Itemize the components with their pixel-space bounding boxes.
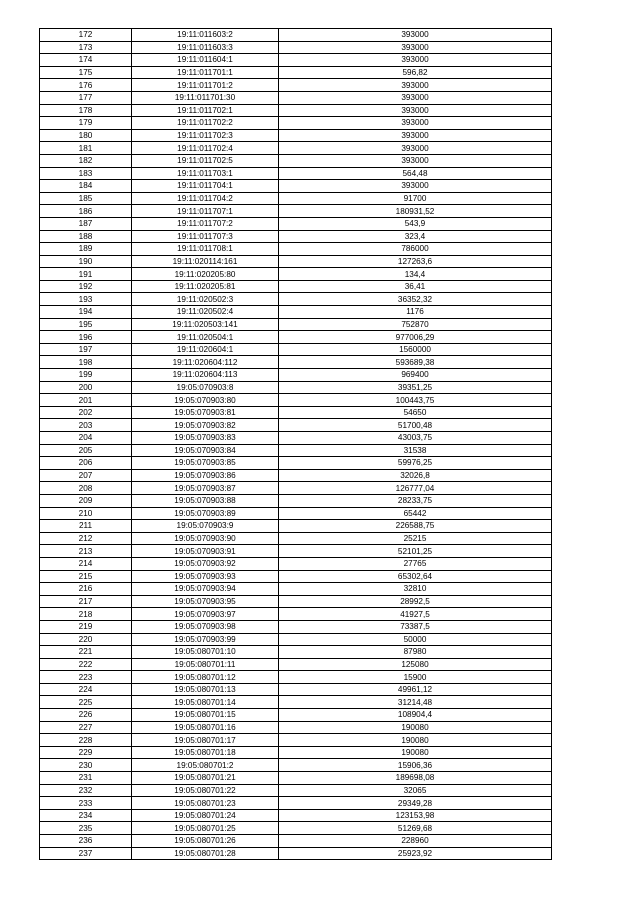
table-row [40,847,552,860]
value-cell: 36352,32 [279,293,552,306]
table-row [40,835,552,848]
cadastral-number-cell: 19:05:070903:86 [132,469,279,482]
row-number-cell: 190 [40,255,132,268]
value-cell: 32026,8 [279,469,552,482]
cadastral-number-cell: 19:05:070903:92 [132,557,279,570]
table-row [40,469,552,482]
value-cell: 25923,92 [279,847,552,860]
row-number-cell: 212 [40,532,132,545]
row-number-cell: 184 [40,180,132,193]
table-row [40,318,552,331]
cadastral-number-cell: 19:05:070903:84 [132,444,279,457]
value-cell: 393000 [279,54,552,67]
cadastral-number-cell: 19:11:020114:161 [132,255,279,268]
table-row [40,532,552,545]
cadastral-number-cell: 19:11:011707:1 [132,205,279,218]
row-number-cell: 191 [40,268,132,281]
row-number-cell: 236 [40,835,132,848]
cadastral-number-cell: 19:11:011701:2 [132,79,279,92]
table-row [40,41,552,54]
table-row [40,570,552,583]
table-row [40,129,552,142]
value-cell: 123153,98 [279,809,552,822]
value-cell: 32810 [279,583,552,596]
value-cell: 51269,68 [279,822,552,835]
table-row [40,759,552,772]
value-cell: 25215 [279,532,552,545]
table-row [40,809,552,822]
value-cell: 87980 [279,646,552,659]
value-cell: 180931,52 [279,205,552,218]
cadastral-number-cell: 19:11:011704:2 [132,192,279,205]
row-number-cell: 206 [40,457,132,470]
cadastral-number-cell: 19:05:070903:80 [132,394,279,407]
value-cell: 393000 [279,29,552,42]
row-number-cell: 178 [40,104,132,117]
row-number-cell: 234 [40,809,132,822]
cadastral-number-cell: 19:05:070903:81 [132,406,279,419]
cadastral-number-cell: 19:11:020205:81 [132,280,279,293]
value-cell: 15906,36 [279,759,552,772]
table-row [40,79,552,92]
cadastral-number-cell: 19:05:080701:18 [132,746,279,759]
cadastral-number-cell: 19:11:011702:2 [132,117,279,130]
row-number-cell: 218 [40,608,132,621]
row-number-cell: 237 [40,847,132,860]
table-row [40,369,552,382]
value-cell: 54650 [279,406,552,419]
table-row [40,255,552,268]
value-cell: 1560000 [279,343,552,356]
row-number-cell: 217 [40,595,132,608]
table-row [40,432,552,445]
value-cell: 190080 [279,721,552,734]
table-row [40,104,552,117]
row-number-cell: 179 [40,117,132,130]
value-cell: 39351,25 [279,381,552,394]
cadastral-number-cell: 19:05:070903:93 [132,570,279,583]
value-cell: 190080 [279,746,552,759]
value-cell: 393000 [279,79,552,92]
value-cell: 543,9 [279,217,552,230]
value-cell: 134,4 [279,268,552,281]
cadastral-number-cell: 19:05:080701:22 [132,784,279,797]
row-number-cell: 200 [40,381,132,394]
table-row [40,658,552,671]
table-row [40,520,552,533]
row-number-cell: 226 [40,709,132,722]
value-cell: 393000 [279,129,552,142]
table-row [40,293,552,306]
value-cell: 73387,5 [279,620,552,633]
row-number-cell: 205 [40,444,132,457]
cadastral-number-cell: 19:05:080701:16 [132,721,279,734]
row-number-cell: 214 [40,557,132,570]
row-number-cell: 220 [40,633,132,646]
table-row [40,608,552,621]
row-number-cell: 175 [40,66,132,79]
table-row [40,280,552,293]
table-row [40,709,552,722]
row-number-cell: 198 [40,356,132,369]
cadastral-number-cell: 19:11:020504:1 [132,331,279,344]
row-number-cell: 213 [40,545,132,558]
row-number-cell: 231 [40,772,132,785]
value-cell: 27765 [279,557,552,570]
table-row [40,671,552,684]
value-cell: 226588,75 [279,520,552,533]
value-cell: 393000 [279,91,552,104]
cadastral-number-cell: 19:11:020503:141 [132,318,279,331]
row-number-cell: 180 [40,129,132,142]
row-number-cell: 172 [40,29,132,42]
table-row [40,772,552,785]
cadastral-number-cell: 19:11:011702:5 [132,154,279,167]
table-row [40,696,552,709]
cadastral-number-cell: 19:11:011702:4 [132,142,279,155]
row-number-cell: 187 [40,217,132,230]
row-number-cell: 232 [40,784,132,797]
table-row [40,381,552,394]
cadastral-number-cell: 19:05:080701:17 [132,734,279,747]
table-row [40,142,552,155]
table-row [40,394,552,407]
table-row [40,721,552,734]
row-number-cell: 189 [40,243,132,256]
cadastral-number-cell: 19:11:011701:30 [132,91,279,104]
table-row [40,797,552,810]
value-cell: 108904,4 [279,709,552,722]
table-row [40,595,552,608]
table-row [40,54,552,67]
value-cell: 393000 [279,41,552,54]
table-row [40,406,552,419]
table-row [40,356,552,369]
cadastral-number-cell: 19:05:080701:21 [132,772,279,785]
row-number-cell: 233 [40,797,132,810]
row-number-cell: 223 [40,671,132,684]
table-row [40,784,552,797]
table-row [40,306,552,319]
row-number-cell: 219 [40,620,132,633]
row-number-cell: 235 [40,822,132,835]
table-row [40,117,552,130]
row-number-cell: 181 [40,142,132,155]
cadastral-number-cell: 19:05:070903:87 [132,482,279,495]
row-number-cell: 222 [40,658,132,671]
cadastral-number-cell: 19:05:070903:9 [132,520,279,533]
value-cell: 969400 [279,369,552,382]
value-cell: 125080 [279,658,552,671]
cadastral-number-cell: 19:05:070903:95 [132,595,279,608]
table-body [40,29,552,860]
value-cell: 65442 [279,507,552,520]
cadastral-number-cell: 19:11:011707:3 [132,230,279,243]
value-cell: 228960 [279,835,552,848]
table-row [40,243,552,256]
row-number-cell: 208 [40,482,132,495]
cadastral-number-cell: 19:11:020604:113 [132,369,279,382]
value-cell: 91700 [279,192,552,205]
row-number-cell: 209 [40,494,132,507]
cadastral-number-cell: 19:11:020205:80 [132,268,279,281]
value-cell: 31214,48 [279,696,552,709]
cadastral-number-cell: 19:05:070903:8 [132,381,279,394]
row-number-cell: 186 [40,205,132,218]
cadastral-number-cell: 19:11:011603:3 [132,41,279,54]
cadastral-number-cell: 19:05:070903:83 [132,432,279,445]
cadastral-number-cell: 19:11:011708:1 [132,243,279,256]
table-row [40,734,552,747]
cadastral-number-cell: 19:05:070903:99 [132,633,279,646]
row-number-cell: 183 [40,167,132,180]
row-number-cell: 185 [40,192,132,205]
row-number-cell: 174 [40,54,132,67]
cadastral-number-cell: 19:05:070903:94 [132,583,279,596]
cadastral-number-cell: 19:11:011704:1 [132,180,279,193]
table-row [40,268,552,281]
table-row [40,343,552,356]
table-row [40,331,552,344]
row-number-cell: 202 [40,406,132,419]
row-number-cell: 182 [40,154,132,167]
row-number-cell: 195 [40,318,132,331]
cadastral-number-cell: 19:05:070903:85 [132,457,279,470]
cadastral-number-cell: 19:05:080701:10 [132,646,279,659]
row-number-cell: 197 [40,343,132,356]
cadastral-number-cell: 19:05:080701:14 [132,696,279,709]
cadastral-number-cell: 19:11:011707:2 [132,217,279,230]
table-row [40,457,552,470]
value-cell: 596,82 [279,66,552,79]
row-number-cell: 207 [40,469,132,482]
table-row [40,419,552,432]
table-row [40,66,552,79]
table-row [40,192,552,205]
value-cell: 393000 [279,142,552,155]
row-number-cell: 211 [40,520,132,533]
value-cell: 126777,04 [279,482,552,495]
row-number-cell: 194 [40,306,132,319]
table-row [40,633,552,646]
cadastral-number-cell: 19:11:011702:3 [132,129,279,142]
row-number-cell: 193 [40,293,132,306]
cadastral-value-table [39,28,552,860]
table-row [40,583,552,596]
row-number-cell: 177 [40,91,132,104]
value-cell: 52101,25 [279,545,552,558]
value-cell: 43003,75 [279,432,552,445]
table-row [40,822,552,835]
value-cell: 28233,75 [279,494,552,507]
value-cell: 786000 [279,243,552,256]
value-cell: 190080 [279,734,552,747]
row-number-cell: 230 [40,759,132,772]
row-number-cell: 204 [40,432,132,445]
table-row [40,507,552,520]
table-row [40,167,552,180]
table-row [40,557,552,570]
table-row [40,494,552,507]
table-row [40,545,552,558]
cadastral-number-cell: 19:05:070903:97 [132,608,279,621]
cadastral-number-cell: 19:11:011603:2 [132,29,279,42]
row-number-cell: 173 [40,41,132,54]
cadastral-number-cell: 19:05:070903:82 [132,419,279,432]
value-cell: 31538 [279,444,552,457]
table-row [40,230,552,243]
row-number-cell: 176 [40,79,132,92]
value-cell: 127263,6 [279,255,552,268]
value-cell: 393000 [279,104,552,117]
row-number-cell: 196 [40,331,132,344]
row-number-cell: 228 [40,734,132,747]
cadastral-number-cell: 19:11:011701:1 [132,66,279,79]
cadastral-number-cell: 19:11:020502:3 [132,293,279,306]
cadastral-number-cell: 19:05:080701:11 [132,658,279,671]
value-cell: 393000 [279,180,552,193]
cadastral-number-cell: 19:05:080701:2 [132,759,279,772]
value-cell: 393000 [279,154,552,167]
table-row [40,646,552,659]
row-number-cell: 225 [40,696,132,709]
value-cell: 59976,25 [279,457,552,470]
table-row [40,620,552,633]
value-cell: 36,41 [279,280,552,293]
cadastral-number-cell: 19:05:070903:90 [132,532,279,545]
value-cell: 752870 [279,318,552,331]
cadastral-number-cell: 19:05:070903:89 [132,507,279,520]
value-cell: 100443,75 [279,394,552,407]
cadastral-number-cell: 19:05:080701:12 [132,671,279,684]
value-cell: 41927,5 [279,608,552,621]
row-number-cell: 192 [40,280,132,293]
value-cell: 189698,08 [279,772,552,785]
cadastral-number-cell: 19:05:080701:28 [132,847,279,860]
row-number-cell: 229 [40,746,132,759]
cadastral-number-cell: 19:05:080701:25 [132,822,279,835]
cadastral-number-cell: 19:05:070903:88 [132,494,279,507]
row-number-cell: 203 [40,419,132,432]
value-cell: 323,4 [279,230,552,243]
cadastral-number-cell: 19:11:011703:1 [132,167,279,180]
row-number-cell: 201 [40,394,132,407]
row-number-cell: 215 [40,570,132,583]
cadastral-number-cell: 19:05:080701:23 [132,797,279,810]
value-cell: 15900 [279,671,552,684]
cadastral-number-cell: 19:05:080701:24 [132,809,279,822]
table-row [40,154,552,167]
cadastral-number-cell: 19:05:080701:13 [132,683,279,696]
value-cell: 49961,12 [279,683,552,696]
table-row [40,482,552,495]
row-number-cell: 216 [40,583,132,596]
cadastral-number-cell: 19:05:070903:98 [132,620,279,633]
row-number-cell: 227 [40,721,132,734]
row-number-cell: 199 [40,369,132,382]
value-cell: 564,48 [279,167,552,180]
value-cell: 1176 [279,306,552,319]
table-row [40,217,552,230]
row-number-cell: 210 [40,507,132,520]
cadastral-number-cell: 19:11:020604:112 [132,356,279,369]
value-cell: 593689,38 [279,356,552,369]
table-row [40,180,552,193]
value-cell: 977006,29 [279,331,552,344]
value-cell: 32065 [279,784,552,797]
table-row [40,29,552,42]
cadastral-number-cell: 19:05:080701:26 [132,835,279,848]
cadastral-number-cell: 19:11:020604:1 [132,343,279,356]
table-row [40,444,552,457]
row-number-cell: 221 [40,646,132,659]
value-cell: 28992,5 [279,595,552,608]
table-row [40,91,552,104]
table-row [40,746,552,759]
value-cell: 50000 [279,633,552,646]
row-number-cell: 224 [40,683,132,696]
cadastral-number-cell: 19:11:011702:1 [132,104,279,117]
table-row [40,205,552,218]
cadastral-number-cell: 19:05:080701:15 [132,709,279,722]
value-cell: 65302,64 [279,570,552,583]
table-row [40,683,552,696]
value-cell: 51700,48 [279,419,552,432]
value-cell: 29349,28 [279,797,552,810]
cadastral-number-cell: 19:11:011604:1 [132,54,279,67]
value-cell: 393000 [279,117,552,130]
cadastral-number-cell: 19:11:020502:4 [132,306,279,319]
row-number-cell: 188 [40,230,132,243]
cadastral-number-cell: 19:05:070903:91 [132,545,279,558]
